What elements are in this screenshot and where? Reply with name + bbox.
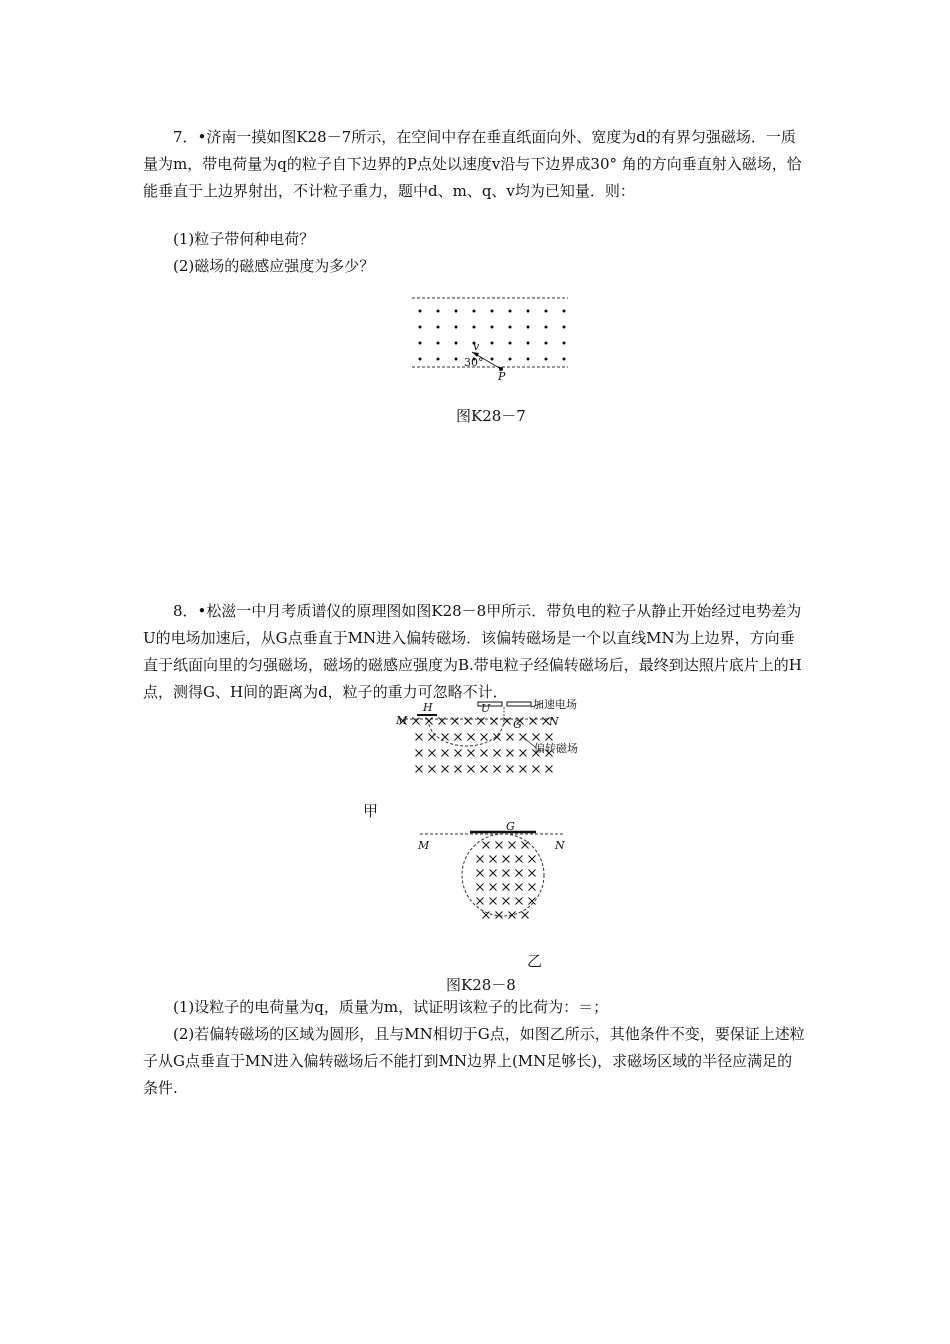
- accel-field-label: 加速电场: [533, 698, 577, 711]
- field-cross: [520, 734, 527, 741]
- field-cross: [522, 912, 529, 919]
- angle-label: 30°: [464, 356, 484, 369]
- field-cross: [516, 856, 523, 863]
- field-cross: [529, 870, 536, 877]
- magnetic-field-crosses: [477, 842, 536, 919]
- field-dot: [419, 310, 422, 313]
- field-dot: [509, 358, 512, 361]
- field-dot: [527, 358, 530, 361]
- label-h: H: [423, 701, 433, 714]
- field-dot: [491, 310, 494, 313]
- q7-text: 7．•济南一摸如图K28－7所示，在空间中存在垂直纸面向外、宽度为d的有界匀强磁场．一质量为m，带电荷量为q的粒子自下边界的P点处以速度v沿与下边界成30° 角的方向垂直射入磁场，恰能垂直于上边界射出，不计粒子重力，题中d、m、q、v均为已知量．则：: [143, 128, 802, 200]
- field-dot: [545, 310, 548, 313]
- point-p-label: P: [498, 370, 506, 383]
- figure-k28-7: [400, 290, 580, 385]
- field-cross: [546, 734, 553, 741]
- field-cross: [516, 898, 523, 905]
- field-dot: [491, 342, 494, 345]
- field-dot: [473, 326, 476, 329]
- label-n: N: [555, 839, 565, 852]
- figure-k28-8-yi: [410, 818, 580, 928]
- field-cross: [455, 766, 462, 773]
- label-n: N: [549, 715, 559, 728]
- field-dot: [563, 358, 566, 361]
- field-dot: [455, 358, 458, 361]
- field-dot: [563, 310, 566, 313]
- field-cross: [477, 856, 484, 863]
- field-dot: [437, 326, 440, 329]
- field-dot: [437, 342, 440, 345]
- field-cross: [481, 750, 488, 757]
- field-cross: [503, 898, 510, 905]
- label-g: G: [506, 820, 515, 833]
- field-cross: [481, 734, 488, 741]
- field-cross: [468, 766, 475, 773]
- deflect-field-label: 偏转磁场: [534, 742, 578, 755]
- field-dot: [509, 310, 512, 313]
- field-dot: [491, 358, 494, 361]
- field-cross: [416, 750, 423, 757]
- field-cross: [490, 884, 497, 891]
- field-cross: [516, 884, 523, 891]
- figure-k28-8-caption: 图K28－8: [446, 976, 516, 994]
- accel-plate-right: [507, 702, 531, 706]
- field-cross: [503, 884, 510, 891]
- field-dot: [437, 358, 440, 361]
- field-cross: [533, 734, 540, 741]
- field-cross: [507, 734, 514, 741]
- label-m: M: [418, 839, 430, 852]
- field-cross: [481, 766, 488, 773]
- field-cross: [494, 734, 501, 741]
- label-u: U: [481, 702, 491, 715]
- figure-yi-label: 乙: [527, 952, 543, 970]
- field-dot: [455, 326, 458, 329]
- field-cross: [490, 870, 497, 877]
- field-dot: [419, 326, 422, 329]
- field-dot: [437, 310, 440, 313]
- figure-k28-8-jia: [395, 695, 625, 790]
- field-cross: [522, 842, 529, 849]
- field-cross: [429, 750, 436, 757]
- field-cross: [520, 766, 527, 773]
- field-cross: [455, 750, 462, 757]
- field-cross: [516, 870, 523, 877]
- label-g: G: [513, 718, 522, 731]
- field-dot: [545, 326, 548, 329]
- field-cross: [416, 734, 423, 741]
- field-dot: [545, 342, 548, 345]
- field-cross: [546, 766, 553, 773]
- field-cross: [483, 842, 490, 849]
- field-dot: [473, 310, 476, 313]
- field-cross: [496, 842, 503, 849]
- field-cross: [503, 870, 510, 877]
- field-cross: [529, 884, 536, 891]
- figure-k28-7-caption: 图K28－7: [456, 407, 526, 425]
- figure-jia-label: 甲: [363, 802, 379, 820]
- q8-text: 8．•松滋一中月考质谱仪的原理图如图K28－8甲所示．带负电的粒子从静止开始经过电势差为U的电场加速后，从G点垂直于MN进入偏转磁场．该偏转磁场是一个以直线MN为上边界，方向垂直于纸面向里的匀强磁场，磁场的磁感应强度为B.带电粒子经偏转磁场后，最终到达照片底片上的H点，测得G、H间的距离为d，粒子的重力可忽略不计．: [143, 602, 802, 701]
- field-cross: [442, 734, 449, 741]
- field-cross: [507, 766, 514, 773]
- field-cross: [494, 766, 501, 773]
- field-cross: [520, 750, 527, 757]
- field-cross: [468, 750, 475, 757]
- field-dot: [563, 342, 566, 345]
- field-cross: [442, 766, 449, 773]
- field-cross: [426, 718, 433, 725]
- q8-sub2: (2)若偏转磁场的区域为圆形，且与MN相切于G点，如图乙所示，其他条件不变，要保证上述粒子从G点垂直于MN进入偏转磁场后不能打到MN边界上(MN足够长)，求磁场区域的半径应满足的条件.: [143, 1025, 805, 1097]
- field-cross: [509, 842, 516, 849]
- magnetic-field-dots: [419, 310, 566, 361]
- field-cross: [491, 718, 498, 725]
- q7-sub1: (1)粒子带何种电荷？: [173, 230, 315, 248]
- field-dot: [509, 342, 512, 345]
- field-cross: [507, 750, 514, 757]
- field-cross: [429, 766, 436, 773]
- field-cross: [490, 898, 497, 905]
- field-dot: [563, 326, 566, 329]
- field-cross: [494, 750, 501, 757]
- field-cross: [477, 898, 484, 905]
- field-cross: [477, 884, 484, 891]
- field-cross: [490, 856, 497, 863]
- field-cross: [416, 766, 423, 773]
- field-cross: [429, 734, 436, 741]
- field-cross: [529, 856, 536, 863]
- field-cross: [477, 870, 484, 877]
- field-cross: [442, 750, 449, 757]
- velocity-label: v: [473, 340, 480, 353]
- field-cross: [533, 766, 540, 773]
- field-dot: [491, 326, 494, 329]
- field-dot: [527, 342, 530, 345]
- field-dot: [545, 358, 548, 361]
- q7-sub2: (2)磁场的磁感应强度为多少？: [173, 257, 375, 275]
- field-cross: [455, 734, 462, 741]
- field-dot: [455, 342, 458, 345]
- field-dot: [419, 342, 422, 345]
- q8-sub1: (1)设粒子的电荷量为q，质量为m，试证明该粒子的比荷为：＝；: [173, 998, 609, 1016]
- field-dot: [509, 326, 512, 329]
- field-dot: [527, 326, 530, 329]
- field-dot: [527, 310, 530, 313]
- field-dot: [455, 310, 458, 313]
- field-dot: [419, 358, 422, 361]
- field-cross: [503, 856, 510, 863]
- label-m: M: [396, 714, 408, 727]
- field-cross: [468, 734, 475, 741]
